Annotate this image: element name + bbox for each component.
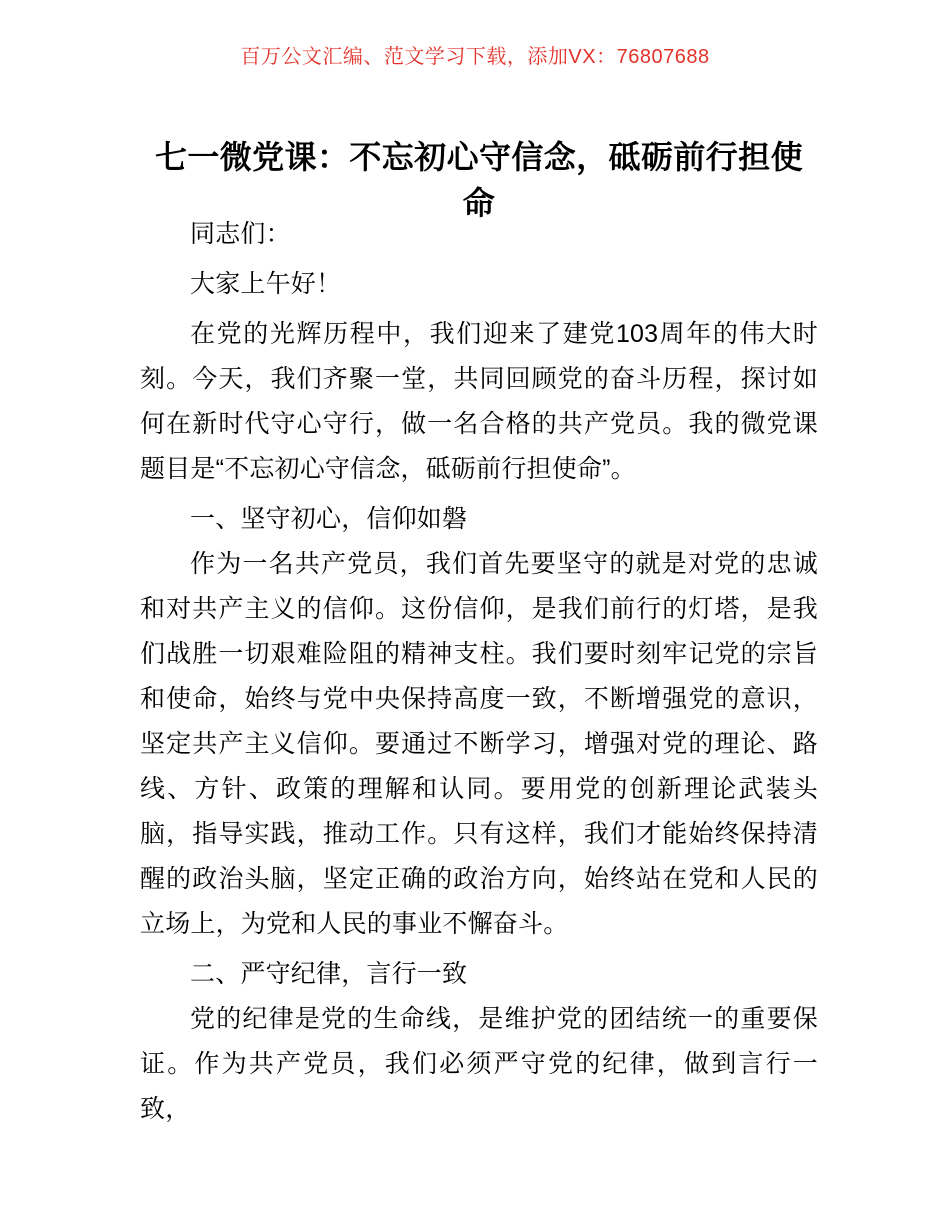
section-body-one: 作为一名共产党员，我们首先要坚守的就是对党的忠诚和对共产主义的信仰。这份信仰，是我们前行的灯塔，是我们战胜一切艰难险阻的精神支柱。我们要时刻牢记党的宗旨和使命，始终与党中央保持高度一致，不断增强党的意识，坚定共产主义信仰。要通过不断学习，增强对党的理论、路线、方针、政策的理解和认同。要用党的创新理论武装头脑，指导实践，推动工作。只有这样，我们才能始终保持清醒的政治头脑，坚定正确的政治方向，始终站在党和人民的立场上，为党和人民的事业不懈奋斗。 (140, 550, 818, 938)
document-body (140, 212, 818, 1132)
intro-paragraph: 在党的光辉历程中，我们迎来了建党103周年的伟大时刻。今天，我们齐聚一堂，共同回顾党的奋斗历程，探讨如何在新时代守心守行，做一名合格的共产党员。我的微党课题目是“不忘初心守信念，砥砺前行担使命”。 (140, 320, 818, 483)
section-body-two: 党的纪律是党的生命线，是维护党的团结统一的重要保证。作为共产党员，我们必须严守党的纪律，做到言行一致， (140, 1005, 818, 1123)
salutation-paragraph: 同志们： (190, 220, 291, 248)
section-heading-two: 二、严守纪律，言行一致 (190, 960, 468, 988)
promo-watermark-header: 百万公文汇编、范文学习下载，添加VX：76807688 (240, 46, 710, 68)
page-title: 七一微党课：不忘初心守信念，砥砺前行担使命 (154, 139, 803, 222)
section-heading-one: 一、坚守初心，信仰如磐 (190, 505, 468, 533)
greeting-paragraph: 大家上午好！ (190, 270, 342, 298)
